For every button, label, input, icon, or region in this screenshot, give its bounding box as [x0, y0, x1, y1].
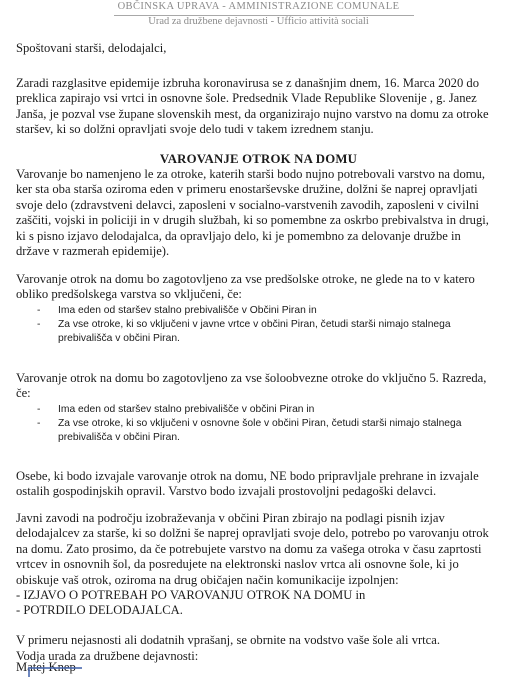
list-item-text: Za vse otroke, ki so vključeni v osnovne šole v občini Piran, četudi starši nimajo stalnega	[58, 418, 462, 429]
institutions-line: delodajalcev za starše, ki so dolžni še naprej opravljati svoje delo, potrebo po varovanju otrok	[16, 526, 489, 541]
signature-name: Matej Knep	[16, 660, 76, 674]
list-item-text: Za vse otroke, ki so vključeni v javne vrtce v občini Piran, četudi starši nimajo stalnega	[58, 319, 451, 330]
institutions-line: Javni zavodi na področju izobraževanja v občini Piran zbirajo na podlagi pisnih izjav	[16, 511, 445, 525]
section-line: ker sta oba starša oziroma eden v primeru enostarševske družine, dolžni še naprej opravljati	[16, 182, 478, 197]
school-conditions	[16, 403, 504, 445]
list-item: - Ima eden od staršev stalno prebivališče v občini Piran in	[37, 404, 315, 415]
section-title: VAROVANJE OTROK NA DOMU	[159, 152, 358, 166]
list-item: - Ima eden od staršev stalno prebivališče v Občini Piran in	[37, 305, 317, 316]
preschool-lead-line: Varovanje otrok na domu bo zagotovljeno za vse predšolske otroke, ne glede na to v katero	[16, 272, 475, 286]
list-item-text: prebivališča v občini Piran.	[58, 333, 180, 344]
institutions-line: obiskuje vaš otrok, oziroma na drug običajen način komunikacije izpolnjen:	[16, 572, 399, 587]
signature-role: Vodja urada za družbene dejavnosti:	[16, 649, 199, 663]
caregivers-line: ostalih gospodinjskih opravil. Varstvo bodo izvajali prostovoljni pedagoški delavci.	[16, 484, 437, 499]
list-item-text: prebivališča v občini Piran.	[58, 432, 180, 443]
section-line: zaščiti, vojski in policiji in v drugih službah, ki so pomembne za oskrbo prebivalstva in drugi,	[16, 213, 489, 228]
school-lead-line: če:	[16, 386, 31, 401]
required-document-1: - IZJAVO O POTREBAH PO VAROVANJU OTROK NA DOMU in	[16, 588, 366, 603]
list-item-continuation	[16, 332, 504, 346]
caregivers-line: Osebe, ki bodo izvajale varovanje otrok na domu, NE bodo pripravljale prehrane in izvajale	[16, 469, 479, 483]
section-line: svoje delo (zdravstveni delavci, zaposleni v socialno-varstvenih zavodih, zaposleni v civilni	[16, 197, 480, 212]
section-line: Varovanje bo namenjeno le za otroke, katerih starši bodo nujno potrebovali varstvo na domu,	[16, 167, 485, 181]
list-item: - Za vse otroke, ki so vključeni v javne vrtce v občini Piran, četudi starši nimajo stalnega	[37, 319, 451, 330]
intro-paragraph	[16, 76, 504, 138]
list-item: - Za vse otroke, ki so vključeni v osnovne šole v občini Piran, četudi starši nimajo stalnega	[37, 418, 462, 429]
intro-line: preklica zapirajo vsi vrtci in osnovne šole. Predsednik Vlade Republike Slovenije , g. Janez	[16, 91, 477, 106]
intro-line: Zaradi razglasitve epidemije izbruha koronavirusa se z današnjim dnem, 16. Marca 2020 do	[16, 76, 480, 90]
required-document-2: - POTRDILO DELODAJALCA.	[16, 603, 183, 618]
section-line: države v razmerah epidemije).	[16, 244, 170, 259]
preschool-lead-line: obliko predšolskega varstva so vključeni, če:	[16, 287, 242, 302]
greeting: Spoštovani starši, delodajalci,	[16, 41, 167, 55]
school-lead-line: Varovanje otrok na domu bo zagotovljeno za vse šoloobvezne otroke do vključno 5. Razreda,	[16, 371, 487, 385]
institutions-line: na domu. Zato prosimo, da če potrebujete varstvo na domu za vašega otroka v času zaprtosti	[16, 541, 482, 556]
preschool-lead	[16, 272, 504, 303]
school-lead	[16, 371, 504, 402]
letterhead-dept: Urad za družbene dejavnosti - Ufficio attività sociali	[148, 16, 369, 27]
list-item-continuation	[16, 431, 504, 445]
list-item-text: Ima eden od staršev stalno prebivališče v občini Piran in	[58, 404, 315, 415]
contact-note: V primeru nejasnosti ali dodatnih vprašanj, se obrnite na vodstvo vaše šole ali vrtca.	[16, 633, 441, 647]
institutions-line: vrtcev in osnovnih šol, da posredujete na elektronski naslov vrtca ali osnovne šole, ki jo	[16, 557, 459, 572]
intro-line: Janša, je pozval vse župane slovenskih mest, da organizirajo nujno varstvo na domu za otroke	[16, 106, 489, 121]
letterhead	[0, 1, 517, 13]
letterhead-org: OBČINSKA UPRAVA - AMMINISTRAZIONE COMUNALE	[117, 1, 400, 12]
preschool-conditions	[16, 304, 504, 346]
stamp-fragment	[28, 667, 82, 677]
list-item-text: Ima eden od staršev stalno prebivališče v Občini Piran in	[58, 305, 317, 316]
section-body	[16, 167, 504, 259]
section-line: ki s pisno izjavo delodajalca, da opravljajo delo, ki je pomembno za delovanje družbe in	[16, 228, 461, 243]
caregivers-paragraph	[16, 469, 504, 500]
intro-line: staršev, ki so dolžni opravljati svoje delo tudi v takem izrednem stanju.	[16, 122, 374, 137]
institutions-paragraph	[16, 511, 504, 619]
